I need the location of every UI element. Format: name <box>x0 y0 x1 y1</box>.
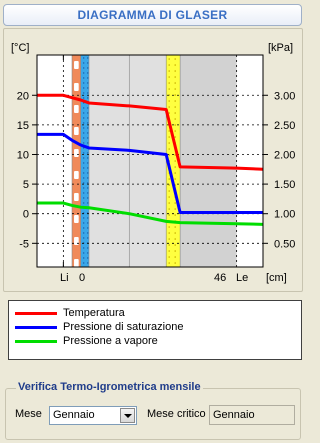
insulation-dot <box>83 87 84 88</box>
legend <box>8 300 302 360</box>
insulation-dot <box>87 197 88 198</box>
plaster-dot <box>174 250 176 252</box>
right-tick-label: 2.50 <box>274 119 296 132</box>
plaster-dot <box>168 106 170 108</box>
insulation-dot <box>87 187 88 188</box>
insulation-dot <box>87 217 88 218</box>
plaster-dot <box>168 196 170 198</box>
left-tick-label: 5 <box>22 179 29 192</box>
insulation-dot <box>87 177 88 178</box>
left-tick-label: 20 <box>16 90 29 103</box>
chevron-down-icon[interactable] <box>120 408 135 423</box>
insulation-dot <box>83 157 84 158</box>
insulation-dot <box>83 152 84 153</box>
plaster-dot <box>168 142 170 144</box>
brick-hole <box>74 83 79 91</box>
insulation-dot <box>87 72 88 73</box>
legend-label: Pressione di saturazione <box>63 321 184 333</box>
x-unit-label: [cm] <box>266 272 287 284</box>
legend-label: Pressione a vapore <box>63 335 158 347</box>
mese-critico-label: Mese critico <box>147 408 206 420</box>
insulation-dot <box>83 142 84 143</box>
insulation-dot <box>83 57 84 58</box>
insulation-dot <box>83 67 84 68</box>
insulation-dot <box>87 247 88 248</box>
plaster-dot <box>168 208 170 210</box>
left-tick-label: 0 <box>22 208 29 221</box>
plaster-dot <box>174 238 176 240</box>
diagram-title: DIAGRAMMA DI GLASER <box>3 4 302 26</box>
insulation-dot <box>83 197 84 198</box>
insulation-dot <box>87 202 88 203</box>
insulation-dot <box>83 247 84 248</box>
plaster-dot <box>174 100 176 102</box>
plaster-dot <box>174 256 176 258</box>
brick-hole <box>74 215 79 223</box>
insulation-dot <box>87 257 88 258</box>
x-label-le: Le <box>236 272 249 284</box>
mese-select-value: Gennaio <box>53 409 95 421</box>
plaster-dot <box>168 136 170 138</box>
wall-layer <box>89 55 129 267</box>
insulation-dot <box>83 232 84 233</box>
insulation-dot <box>83 162 84 163</box>
left-tick-label: 10 <box>16 149 29 162</box>
insulation-dot <box>87 137 88 138</box>
insulation-dot <box>87 127 88 128</box>
plaster-dot <box>168 58 170 60</box>
brick-hole <box>74 171 79 179</box>
insulation-dot <box>87 132 88 133</box>
mese-label: Mese <box>15 408 42 420</box>
plaster-dot <box>174 70 176 72</box>
insulation-dot <box>83 112 84 113</box>
plaster-dot <box>174 58 176 60</box>
insulation-dot <box>87 57 88 58</box>
insulation-dot <box>87 192 88 193</box>
insulation-dot <box>83 117 84 118</box>
left-unit-label: [°C] <box>11 42 30 54</box>
plaster-dot <box>168 76 170 78</box>
plaster-dot <box>174 226 176 228</box>
insulation-dot <box>87 232 88 233</box>
right-tick-label: 0.50 <box>274 238 296 251</box>
insulation-dot <box>83 82 84 83</box>
insulation-dot <box>87 262 88 263</box>
insulation-dot <box>87 87 88 88</box>
verifica-title: Verifica Termo-Igrometrica mensile <box>18 381 201 393</box>
insulation-dot <box>87 167 88 168</box>
insulation-dot <box>83 167 84 168</box>
insulation-dot <box>87 157 88 158</box>
insulation-dot <box>87 237 88 238</box>
insulation-dot <box>83 122 84 123</box>
plaster-dot <box>168 100 170 102</box>
plaster-dot <box>168 70 170 72</box>
plaster-dot <box>174 136 176 138</box>
insulation-dot <box>83 192 84 193</box>
insulation-dot <box>87 122 88 123</box>
plaster-dot <box>168 88 170 90</box>
wall-layer <box>63 55 72 267</box>
brick-hole <box>74 127 79 135</box>
wall-layer <box>180 55 237 267</box>
plaster-dot <box>174 82 176 84</box>
plaster-dot <box>174 208 176 210</box>
insulation-dot <box>83 252 84 253</box>
plaster-dot <box>174 130 176 132</box>
plaster-dot <box>168 226 170 228</box>
insulation-dot <box>83 172 84 173</box>
wall-layer <box>129 55 166 267</box>
left-tick-label: 15 <box>16 119 29 132</box>
plaster-dot <box>174 112 176 114</box>
plaster-dot <box>174 88 176 90</box>
legend-label: Temperatura <box>63 307 125 319</box>
plaster-dot <box>168 214 170 216</box>
insulation-dot <box>83 97 84 98</box>
insulation-dot <box>87 142 88 143</box>
mese-critico-field <box>209 405 295 425</box>
insulation-dot <box>83 77 84 78</box>
plaster-dot <box>174 160 176 162</box>
insulation-dot <box>87 107 88 108</box>
insulation-dot <box>83 202 84 203</box>
insulation-dot <box>83 177 84 178</box>
insulation-dot <box>87 62 88 63</box>
plaster-dot <box>168 148 170 150</box>
plaster-dot <box>168 178 170 180</box>
brick-hole <box>74 61 79 69</box>
brick-hole <box>74 237 79 245</box>
plaster-dot <box>168 202 170 204</box>
insulation-dot <box>87 112 88 113</box>
right-tick-label: 2.00 <box>274 149 296 162</box>
insulation-dot <box>83 257 84 258</box>
right-tick-label: 1.50 <box>274 179 296 192</box>
insulation-dot <box>87 172 88 173</box>
legend-swatch <box>15 312 57 315</box>
insulation-dot <box>83 107 84 108</box>
insulation-dot <box>83 227 84 228</box>
plaster-dot <box>168 262 170 264</box>
brick-hole <box>74 193 79 201</box>
insulation-dot <box>87 162 88 163</box>
right-unit-label: [kPa] <box>268 42 294 54</box>
left-tick-label: -5 <box>19 238 29 251</box>
insulation-dot <box>87 227 88 228</box>
plaster-dot <box>168 238 170 240</box>
plaster-dot <box>174 232 176 234</box>
insulation-dot <box>87 92 88 93</box>
plaster-dot <box>174 124 176 126</box>
x-label-start: 0 <box>79 272 86 284</box>
plaster-dot <box>174 202 176 204</box>
insulation-dot <box>83 262 84 263</box>
insulation-dot <box>83 92 84 93</box>
insulation-dot <box>83 222 84 223</box>
brick-hole <box>74 149 79 157</box>
plaster-dot <box>174 178 176 180</box>
plaster-dot <box>174 172 176 174</box>
insulation-dot <box>87 97 88 98</box>
insulation-dot <box>87 222 88 223</box>
insulation-dot <box>87 117 88 118</box>
plaster-dot <box>174 64 176 66</box>
insulation-dot <box>87 67 88 68</box>
plaster-dot <box>174 166 176 168</box>
plaster-dot <box>174 94 176 96</box>
x-label-end: 46 <box>214 272 227 284</box>
right-tick-label: 1.00 <box>274 208 296 221</box>
right-tick-label: 3.00 <box>274 90 296 103</box>
insulation-dot <box>83 127 84 128</box>
insulation-dot <box>87 82 88 83</box>
plaster-dot <box>168 232 170 234</box>
plaster-dot <box>168 256 170 258</box>
plaster-dot <box>168 190 170 192</box>
insulation-dot <box>83 237 84 238</box>
plaster-dot <box>174 262 176 264</box>
plaster-dot <box>168 250 170 252</box>
plaster-dot <box>174 106 176 108</box>
brick-hole <box>74 259 79 267</box>
brick-hole <box>74 105 79 113</box>
insulation-dot <box>83 137 84 138</box>
insulation-dot <box>83 182 84 183</box>
insulation-dot <box>83 62 84 63</box>
legend-swatch <box>15 340 57 343</box>
insulation-dot <box>87 182 88 183</box>
insulation-dot <box>83 72 84 73</box>
insulation-dot <box>87 77 88 78</box>
insulation-dot <box>87 252 88 253</box>
insulation-dot <box>83 187 84 188</box>
mese-critico-value: Gennaio <box>213 409 255 421</box>
insulation-dot <box>87 152 88 153</box>
legend-swatch <box>15 326 57 329</box>
plaster-dot <box>174 244 176 246</box>
verifica-group <box>5 381 301 440</box>
insulation-dot <box>83 132 84 133</box>
insulation-dot <box>83 217 84 218</box>
plaster-dot <box>174 118 176 120</box>
wall-layer <box>81 55 89 267</box>
plaster-dot <box>168 244 170 246</box>
plaster-dot <box>168 64 170 66</box>
plaster-dot <box>174 76 176 78</box>
plaster-dot <box>168 82 170 84</box>
mese-select[interactable] <box>49 406 137 425</box>
plaster-dot <box>174 214 176 216</box>
x-label-li: Li <box>60 272 69 284</box>
